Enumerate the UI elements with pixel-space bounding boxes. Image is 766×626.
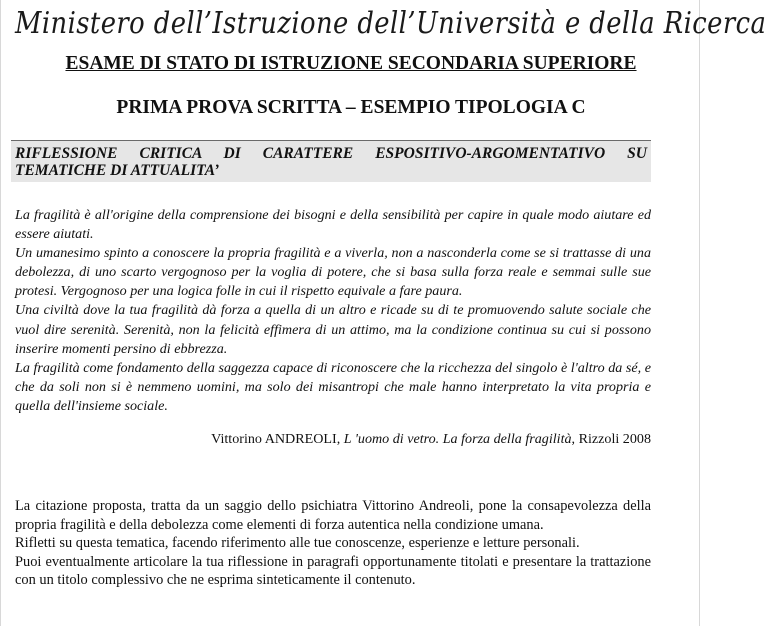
quote-citation: [211, 430, 651, 449]
ministry-header: Ministero dell’Istruzione dell’Università e della Ricerca: [15, 6, 766, 41]
quote-paragraph: Una civiltà dove la tua fragilità dà forza a quella di un altro e ricade su di te promuovendo salute sociale che vuol dire serenità. Serenità, non la felicità effimera di un attimo, ma la condizione continua su cui si possono inserire momenti persino di ebbrezza.: [15, 302, 651, 357]
instructions-block: [15, 497, 651, 590]
prova-title: PRIMA PROVA SCRITTA – ESEMPIO TIPOLOGIA C: [116, 97, 586, 118]
citation-work: L 'uomo di vetro. La forza della fragilità: [343, 431, 572, 447]
exam-title: ESAME DI STATO DI ISTRUZIONE SECONDARIA SUPERIORE: [65, 53, 637, 74]
tipologia-box: [11, 140, 651, 182]
instructions-paragraph: La citazione proposta, tratta da un saggio dello psichiatra Vittorino Andreoli, pone la consapevolezza della propria fragilità e della debolezza come elementi di forza autentica nella condizione umana.: [15, 498, 651, 533]
instructions-paragraph: Rifletti su questa tematica, facendo riferimento alle tue conoscenze, esperienze e letture personali.: [15, 535, 580, 551]
quote-paragraph: Un umanesimo spinto a conoscere la propria fragilità e a viverla, non a nasconderla come se si trattasse di una debolezza, di uno scarto vergognoso per la voglia di potere, che si basa sulla forza reale e semmai sulle sue protesi. Vergognoso per una logica folle in cui il rispetto equivale a fare paura.: [15, 245, 651, 300]
citation-author: Vittorino ANDREOLI,: [211, 431, 344, 447]
quote-block: [15, 206, 651, 416]
quote-paragraph: La fragilità è all'origine della comprensione dei bisogni e della sensibilità per capire in quale modo aiutare ed essere aiutati.: [15, 207, 651, 243]
instructions-paragraph: Puoi eventualmente articolare la tua riflessione in paragrafi opportunamente titolati e presentare la trattazione con un titolo complessivo che ne esprima sinteticamente il contenuto.: [15, 553, 651, 588]
quote-paragraph: La fragilità come fondamento della saggezza capace di riconoscere che la ricchezza del singolo è l'altro da sé, e che da soli non si è nemmeno uomini, ma solo dei misantropi che male hanno interpretato la vita propria e quella dell'insieme sociale.: [15, 359, 651, 414]
tipologia-heading: RIFLESSIONE CRITICA DI CARATTERE ESPOSITIVO-ARGOMENTATIVO SU TEMATICHE DI ATTUALITA’: [15, 145, 647, 179]
citation-publisher: , Rizzoli 2008: [571, 431, 651, 447]
exam-page: [1, 0, 766, 626]
